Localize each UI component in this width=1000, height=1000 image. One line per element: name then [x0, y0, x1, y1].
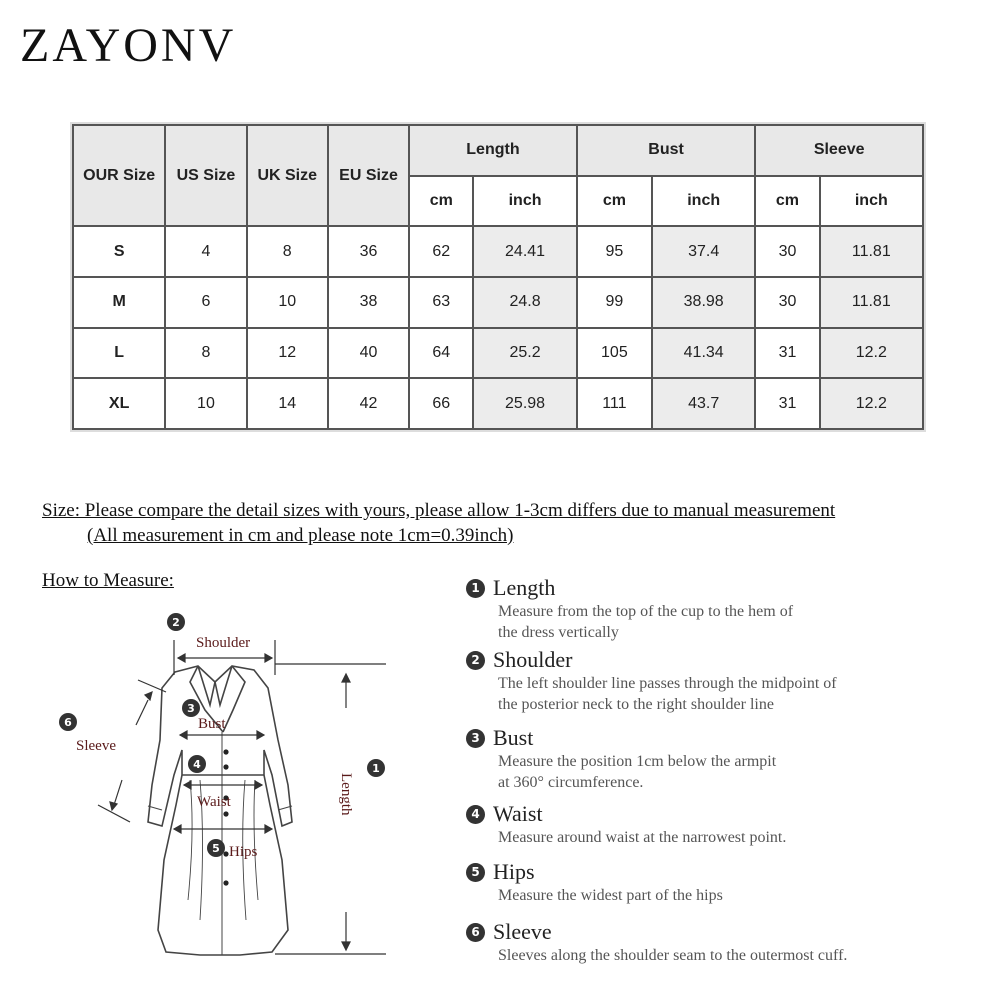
svg-text:1: 1 — [372, 762, 380, 775]
cell-sleeve-inch: 12.2 — [820, 378, 923, 429]
cell-sleeve-inch: 12.2 — [820, 328, 923, 379]
svg-text:4: 4 — [193, 758, 201, 771]
table-row — [73, 277, 923, 328]
measure-item-bust — [466, 725, 986, 801]
marker-3 — [182, 699, 200, 717]
measure-item-length — [466, 575, 986, 647]
measurement-unit-note: (All measurement in cm and please note 1cm=0.39inch) — [87, 525, 514, 546]
header-eu-size: EU Size — [328, 125, 409, 226]
cell-size: L — [73, 328, 165, 379]
cell-us: 4 — [165, 226, 246, 277]
cell-bust-cm: 105 — [577, 328, 652, 379]
svg-text:2: 2 — [172, 616, 180, 629]
subheader-length-inch: inch — [473, 176, 576, 227]
diagram-label-shoulder: Shoulder — [196, 635, 251, 651]
table-row — [73, 226, 923, 277]
cell-sleeve-cm: 30 — [755, 277, 819, 328]
subheader-bust-cm: cm — [577, 176, 652, 227]
header-length: Length — [409, 125, 577, 176]
measure-item-sleeve — [466, 919, 986, 977]
header-sleeve: Sleeve — [755, 125, 923, 176]
number-2-icon: 2 — [466, 651, 485, 670]
diagram-label-hips: Hips — [229, 844, 258, 860]
cell-bust-cm: 95 — [577, 226, 652, 277]
cell-uk: 12 — [247, 328, 328, 379]
cell-sleeve-inch: 11.81 — [820, 277, 923, 328]
cell-bust-inch: 43.7 — [652, 378, 755, 429]
cell-uk: 10 — [247, 277, 328, 328]
measure-item-shoulder — [466, 647, 986, 725]
cell-bust-inch: 37.4 — [652, 226, 755, 277]
cell-sleeve-inch: 11.81 — [820, 226, 923, 277]
brand-logo: ZAYONV — [20, 19, 237, 72]
measure-title: Sleeve — [493, 919, 552, 944]
cell-uk: 8 — [247, 226, 328, 277]
subheader-sleeve-inch: inch — [820, 176, 923, 227]
diagram-label-bust: Bust — [198, 716, 226, 732]
cell-sleeve-cm: 31 — [755, 328, 819, 379]
cell-length-inch: 24.41 — [473, 226, 576, 277]
number-5-icon: 5 — [466, 863, 485, 882]
measure-desc: Measure the widest part of the hips — [498, 887, 723, 904]
cell-length-inch: 25.98 — [473, 378, 576, 429]
number-6-icon: 6 — [466, 923, 485, 942]
svg-text:3: 3 — [187, 702, 195, 715]
cell-length-inch: 24.8 — [473, 277, 576, 328]
cell-length-cm: 64 — [409, 328, 473, 379]
diagram-label-sleeve: Sleeve — [76, 738, 116, 754]
svg-text:5: 5 — [212, 842, 220, 855]
marker-6 — [59, 713, 77, 731]
subheader-bust-inch: inch — [652, 176, 755, 227]
number-1-icon: 1 — [466, 579, 485, 598]
cell-eu: 38 — [328, 277, 409, 328]
measure-desc: Measure the position 1cm below the armpit — [498, 753, 777, 770]
cell-sleeve-cm: 31 — [755, 378, 819, 429]
marker-5 — [207, 839, 225, 857]
marker-2 — [167, 613, 185, 631]
cell-us: 10 — [165, 378, 246, 429]
measure-desc: the dress vertically — [498, 624, 619, 641]
dress-measurement-diagram — [50, 600, 400, 970]
cell-sleeve-cm: 30 — [755, 226, 819, 277]
cell-size: XL — [73, 378, 165, 429]
measure-title: Hips — [493, 859, 535, 884]
subheader-length-cm: cm — [409, 176, 473, 227]
size-chart-table — [72, 124, 924, 430]
diagram-label-length: Length — [338, 773, 354, 816]
cell-length-cm: 63 — [409, 277, 473, 328]
number-4-icon: 4 — [466, 805, 485, 824]
size-note: Size: Please compare the detail sizes with yours, please allow 1-3cm differs due to manual measurement — [42, 500, 836, 521]
svg-text:6: 6 — [64, 716, 72, 729]
measure-title: Shoulder — [493, 647, 573, 672]
cell-length-cm: 66 — [409, 378, 473, 429]
measure-desc: Sleeves along the shoulder seam to the outermost cuff. — [498, 947, 848, 964]
measure-desc: The left shoulder line passes through the midpoint of — [498, 675, 837, 692]
marker-1 — [367, 759, 385, 777]
cell-bust-cm: 111 — [577, 378, 652, 429]
cell-size: M — [73, 277, 165, 328]
measure-desc: Measure around waist at the narrowest point. — [498, 829, 787, 846]
cell-size: S — [73, 226, 165, 277]
measurement-guide-list — [466, 575, 986, 977]
cell-length-inch: 25.2 — [473, 328, 576, 379]
cell-uk: 14 — [247, 378, 328, 429]
cell-eu: 42 — [328, 378, 409, 429]
number-3-icon: 3 — [466, 729, 485, 748]
header-our-size: OUR Size — [73, 125, 165, 226]
cell-eu: 40 — [328, 328, 409, 379]
cell-us: 8 — [165, 328, 246, 379]
measure-desc: the posterior neck to the right shoulder line — [498, 696, 774, 713]
measure-desc: Measure from the top of the cup to the hem of — [498, 603, 794, 620]
cell-us: 6 — [165, 277, 246, 328]
cell-bust-cm: 99 — [577, 277, 652, 328]
measure-title: Bust — [493, 725, 534, 750]
header-us-size: US Size — [165, 125, 246, 226]
header-uk-size: UK Size — [247, 125, 328, 226]
measure-item-waist — [466, 801, 986, 859]
measure-title: Waist — [493, 801, 543, 826]
diagram-label-waist: Waist — [197, 794, 231, 810]
measure-desc: at 360° circumference. — [498, 774, 644, 791]
subheader-sleeve-cm: cm — [755, 176, 819, 227]
header-bust: Bust — [577, 125, 756, 176]
how-to-measure-heading: How to Measure: — [42, 570, 174, 591]
cell-bust-inch: 38.98 — [652, 277, 755, 328]
cell-length-cm: 62 — [409, 226, 473, 277]
table-row — [73, 378, 923, 429]
cell-eu: 36 — [328, 226, 409, 277]
measure-item-hips — [466, 859, 986, 919]
marker-4 — [188, 755, 206, 773]
table-row — [73, 328, 923, 379]
cell-bust-inch: 41.34 — [652, 328, 755, 379]
measure-title: Length — [493, 575, 556, 600]
